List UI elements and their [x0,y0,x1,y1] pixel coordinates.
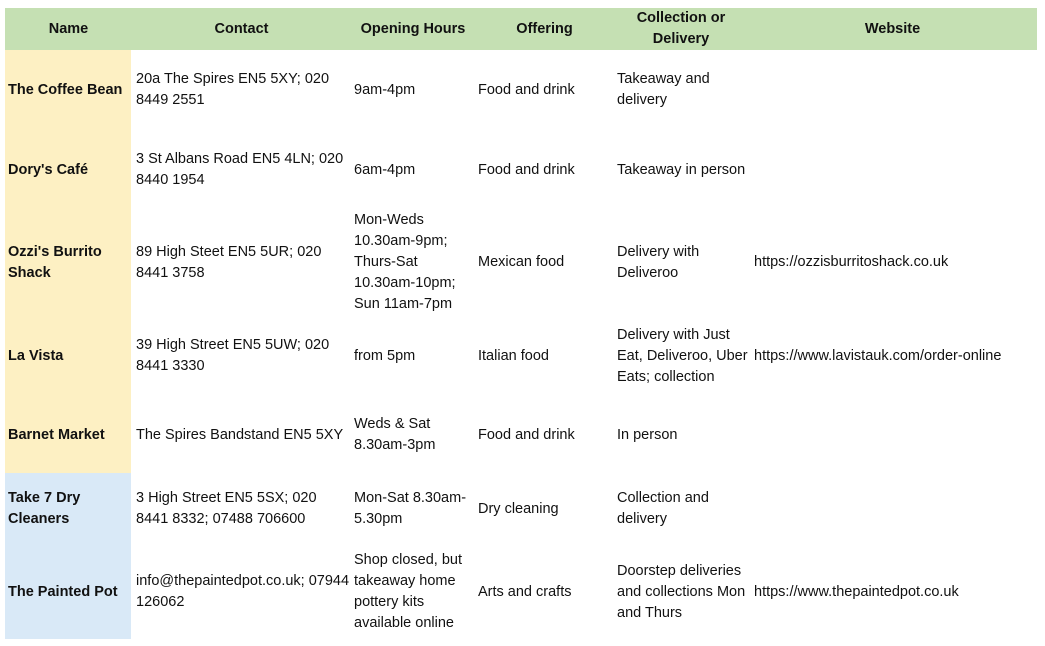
offering-cell: Food and drink [478,161,575,178]
hours-cell: Weds & Sat 8.30am-3pm [354,416,436,453]
business-name: The Painted Pot [5,545,132,639]
collection-cell: Doorstep deliveries and collections Mon and Thurs [617,562,746,621]
website-cell [748,50,1037,130]
collection-cell: Collection and delivery [617,490,709,527]
header-collection-delivery: Collection or Delivery [614,8,748,50]
header-offering: Offering [475,8,614,50]
table-row [5,545,1037,639]
header-row [5,8,1037,50]
table-row [5,210,1037,315]
website-cell[interactable]: https://www.thepaintedpot.co.uk [754,583,959,600]
website-cell [748,473,1037,545]
header-name: Name [5,8,132,50]
business-name: La Vista [5,315,132,397]
collection-cell: In person [617,426,678,443]
header-opening-hours: Opening Hours [351,8,475,50]
business-name: Ozzi's Burrito Shack [5,210,132,315]
contact-cell: info@thepaintedpot.co.uk; 07944 126062 [136,573,350,610]
hours-cell: Mon-Sat 8.30am-5.30pm [354,490,467,527]
header-website: Website [748,8,1037,50]
offering-cell: Food and drink [478,81,575,98]
contact-cell: 39 High Street EN5 5UW; 020 8441 3330 [136,337,330,374]
collection-cell: Delivery with Just Eat, Deliveroo, Uber Eats; collection [617,326,748,385]
hours-cell: Shop closed, but takeaway home pottery kits available online [354,552,463,631]
collection-cell: Delivery with Deliveroo [617,243,700,281]
business-name: Take 7 Dry Cleaners [5,473,132,545]
website-cell [748,397,1037,473]
header-contact: Contact [132,8,351,50]
contact-cell: 3 St Albans Road EN5 4LN; 020 8440 1954 [136,151,344,188]
business-name: Dory's Café [5,130,132,210]
business-name: The Coffee Bean [5,50,132,130]
offering-cell: Dry cleaning [478,500,559,517]
contact-cell: The Spires Bandstand EN5 5XY [136,426,344,443]
business-table [5,8,1037,639]
collection-cell: Takeaway and delivery [617,71,710,108]
website-cell[interactable]: https://ozzisburritoshack.co.uk [754,254,949,270]
table-row [5,315,1037,397]
table-row [5,473,1037,545]
table-row [5,397,1037,473]
contact-cell: 20a The Spires EN5 5XY; 020 8449 2551 [136,71,330,108]
collection-cell: Takeaway in person [617,161,746,178]
hours-cell: Mon-Weds 10.30am-9pm; Thurs-Sat 10.30am-10pm; Sun 11am-7pm [354,212,456,312]
offering-cell: Italian food [478,347,549,364]
table-row [5,130,1037,210]
contact-cell: 89 High Steet EN5 5UR; 020 8441 3758 [136,243,322,281]
hours-cell: 9am-4pm [354,81,416,98]
hours-cell: from 5pm [354,347,416,364]
website-cell [748,130,1037,210]
hours-cell: 6am-4pm [354,161,416,178]
offering-cell: Mexican food [478,254,565,270]
contact-cell: 3 High Street EN5 5SX; 020 8441 8332; 07488 706600 [136,490,317,527]
website-cell[interactable]: https://www.lavistauk.com/order-online [754,347,1002,364]
table-row [5,50,1037,130]
business-name: Barnet Market [5,397,132,473]
offering-cell: Arts and crafts [478,583,572,600]
offering-cell: Food and drink [478,426,575,443]
